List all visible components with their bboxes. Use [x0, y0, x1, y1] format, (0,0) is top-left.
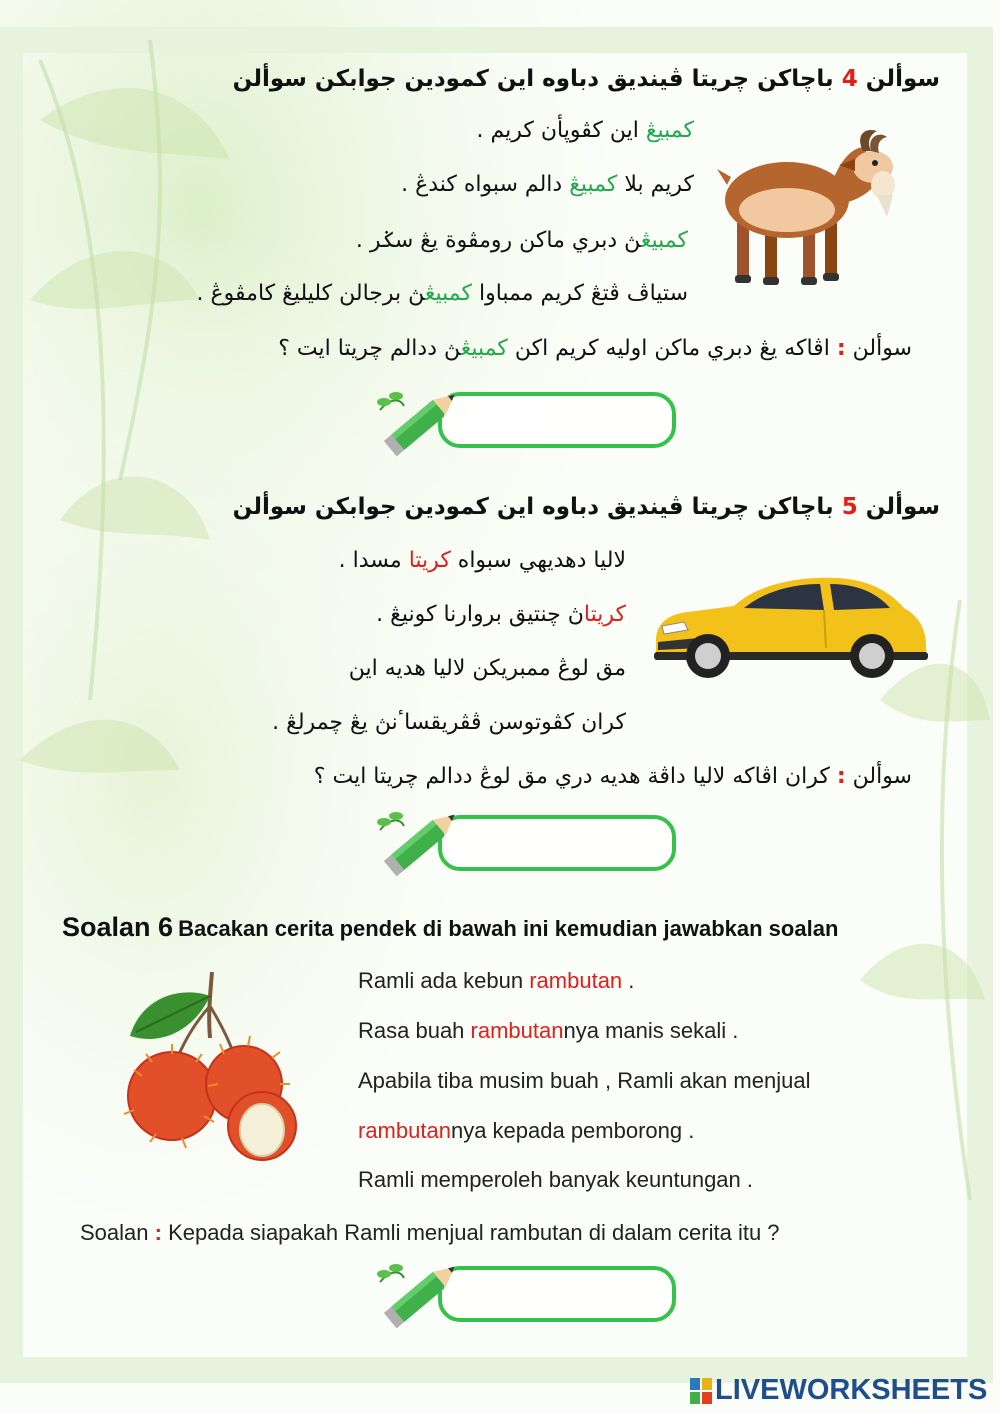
q5-heading-text: باچاکن چريتا ڤينديق دباوه اين کمودين جوابکن سوألن: [232, 494, 834, 520]
q6-question-colon: :: [154, 1220, 162, 1245]
q5-line-1-post: مسدا .: [338, 548, 409, 573]
q4-keyword: کمبيڠ: [460, 336, 508, 361]
yellow-car-illustration: [648, 568, 932, 680]
q6-line-3: Apabila tiba musim buah , Ramli akan menjual: [358, 1068, 811, 1093]
pencil-icon: [370, 1252, 470, 1342]
q6-line-2-pre: Rasa buah: [358, 1018, 471, 1043]
q4-keyword: کمبيڠ: [424, 281, 472, 306]
q6-line-1: [358, 968, 634, 994]
q6-keyword: rambutan: [358, 1118, 451, 1143]
q5-line-1-pre: لاليا دهديهي سبواه: [450, 548, 626, 573]
q5-keyword: کريتا: [583, 602, 626, 627]
q6-question-label: Soalan: [80, 1220, 149, 1245]
car-icon: [654, 578, 928, 678]
q6-question-text: Kepada siapakah Ramli menjual rambutan di dalam cerita itu ?: [168, 1220, 780, 1245]
q4-question-label: سوألن: [852, 336, 912, 361]
q6-line-1-post: .: [622, 968, 635, 993]
q4-keyword: کمبيڠ: [569, 172, 618, 197]
q4-line-3: [356, 228, 688, 253]
q4-keyword: کمبيڠ: [645, 118, 694, 143]
q4-line-4: [197, 281, 688, 306]
q6-line-2: [358, 1018, 738, 1044]
q5-question-label: سوألن: [852, 764, 912, 789]
q4-heading: [233, 66, 940, 92]
q4-line-4-pre: ستياڤ ڤتڠ کريم ممباوا: [471, 281, 688, 306]
q5-answer-box[interactable]: [438, 815, 676, 871]
q6-keyword: rambutan: [529, 968, 623, 993]
rambutan-icon: [124, 972, 296, 1160]
q4-answer-input[interactable]: [442, 396, 672, 444]
q4-line-4-post: ڽ برجالن کليليڠ کامڤوڠ .: [196, 281, 425, 306]
q6-line-1-pre: Ramli ada kebun: [358, 968, 530, 993]
q5-line-2: [376, 602, 626, 627]
liveworksheets-logo[interactable]: [690, 1374, 987, 1407]
rambutan-illustration: [112, 966, 312, 1176]
q4-line-2-pre: کريم بلا: [617, 172, 694, 197]
q4-line-1: [477, 118, 694, 143]
q5-line-1: [339, 548, 626, 573]
q4-question-pre: اڤاکه يڠ دبري ماکن اوليه کريم اکن: [507, 336, 837, 361]
goat-illustration: [715, 125, 900, 295]
q4-heading-text: باچاکن چريتا ڤينديق دباوه اين کمودين جوابکن سوألن: [232, 66, 834, 92]
q6-answer-box[interactable]: [438, 1266, 676, 1322]
q5-keyword: کريتا: [408, 548, 451, 573]
q4-line-3-text: ڽ دبري ماکن رومڤوة يڠ سݢر .: [355, 228, 641, 253]
liveworksheets-brand: LIVEWORKSHEETS: [715, 1374, 988, 1406]
q5-question-colon: :: [836, 764, 846, 789]
q5-question-text: کران اڤاکه لاليا داڤة هديه دري مق لوڠ ددالم چريتا ايت ؟: [313, 764, 837, 789]
q6-question: [80, 1220, 780, 1246]
q5-heading-label: سوألن: [865, 494, 940, 520]
q4-question: [278, 336, 912, 361]
pencil-icon: [370, 380, 470, 470]
q6-label: Soalan 6: [62, 912, 174, 942]
q6-heading-text: Bacakan cerita pendek di bawah ini kemudian jawabkan soalan: [178, 916, 839, 941]
pencil-icon: [370, 800, 470, 890]
q4-number: 4: [841, 66, 858, 92]
q4-answer-box[interactable]: [438, 392, 676, 448]
q4-question-colon: :: [836, 336, 846, 361]
q6-answer-input[interactable]: [442, 1270, 672, 1318]
goat-icon: [717, 130, 895, 285]
q5-line-3: مق لوڠ ممبريکن لاليا هديه اين: [348, 656, 626, 681]
q6-line-4-post: nya kepada pemborong .: [450, 1118, 695, 1143]
q5-line-4: کران کڤوتوسن ڤڤريقساٴنڽ يڠ چمرلڠ .: [272, 710, 626, 735]
q6-line-5: Ramli memperoleh banyak keuntungan .: [358, 1167, 754, 1192]
q6-heading: [62, 912, 838, 943]
liveworksheets-logo-icon: [690, 1378, 712, 1404]
q6-keyword: rambutan: [470, 1018, 564, 1043]
q5-line-2-text: ڽ چنتيق بروارنا کونيڠ .: [376, 602, 584, 627]
q5-heading: [233, 494, 940, 520]
q4-heading-label: سوألن: [865, 66, 940, 92]
q4-line-2-post: دالم سبواه کندڠ .: [401, 172, 570, 197]
q5-answer-input[interactable]: [442, 819, 672, 867]
q5-question: [314, 764, 912, 789]
q4-line-2: [401, 172, 694, 197]
q4-keyword: کمبيڠ: [640, 228, 688, 253]
q4-line-1-text: اين کڤوڽأن کريم .: [476, 118, 646, 143]
q6-line-2-post: nya manis sekali .: [563, 1018, 739, 1043]
q6-line-4: [358, 1118, 694, 1144]
q5-number: 5: [841, 494, 858, 520]
q4-question-post: ڽ ددالم چريتا ايت ؟: [278, 336, 461, 361]
